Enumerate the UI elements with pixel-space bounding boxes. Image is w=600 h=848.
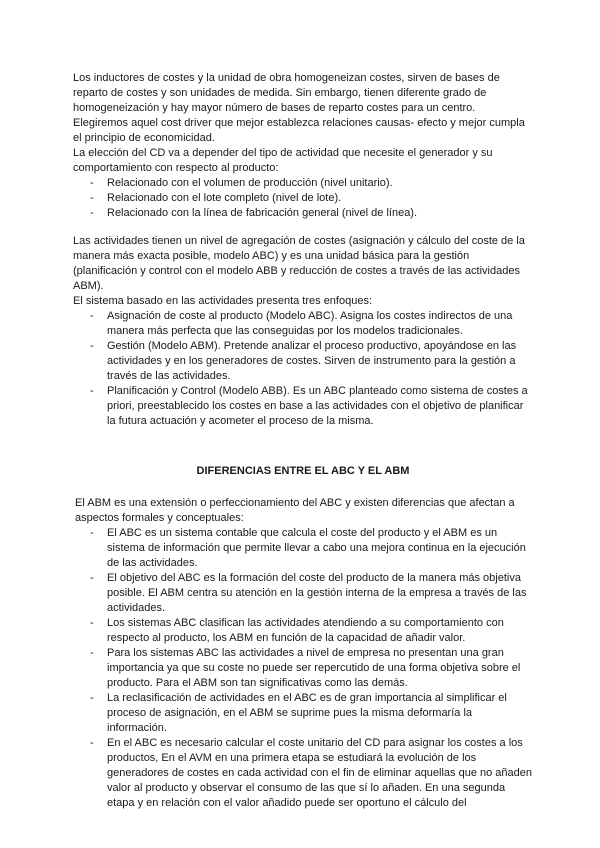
- paragraph-actividades: Las actividades tienen un nivel de agregación de costes (asignación y cálculo del coste de la manera más exacta posible, modelo ABC) y es una unidad básica para la gestión (planificación y control con el modelo ABB y reducción de costes a través de las actividades ABM).: [73, 235, 525, 292]
- list-item: - Los sistemas ABC clasifican las actividades atendiendo a su comportamiento con respecto al producto, los ABM en función de la capacidad de añadir valor.: [73, 616, 533, 646]
- level-list: [73, 176, 533, 221]
- list-item: - Planificación y Control (Modelo ABB). Es un ABC planteado como sistema de costes a priori, preestablecido los costes en base a las actividades con el objetivo de planificar la futura actuación y acometer el proceso de la misma.: [73, 384, 533, 429]
- diferencias-list: [73, 526, 533, 811]
- list-item: - En el ABC es necesario calcular el coste unitario del CD para asignar los costes a los productos, En el AVM en una primera etapa se estudiará la evolución de los generadores de costes en cada actividad con el fin de eliminar aquellas que no añaden valor al producto y observar el consumo de las que sí lo añaden. En una segunda etapa y en relación con el valor añadido puede ser oportuno el cálculo del: [73, 736, 533, 811]
- list-item: - Gestión (Modelo ABM). Pretende analizar el proceso productivo, apoyándose en las actividades y en los generadores de costes. Sirven de instrumento para la gestión a través de las actividades.: [73, 339, 533, 384]
- list-item: - Relacionado con la línea de fabricación general (nivel de línea).: [73, 206, 533, 221]
- paragraph-enfoques: El sistema basado en las actividades presenta tres enfoques:: [73, 295, 373, 307]
- list-item: - El ABC es un sistema contable que calcula el coste del producto y el ABM es un sistema de información que permite llevar a cabo una mejora continua en la ejecución de las actividades.: [73, 526, 533, 571]
- section-diferencias: [73, 496, 533, 811]
- list-item: - El objetivo del ABC es la formación del coste del producto de la manera más objetiva posible. El ABM centra su atención en la gestión interna de la empresa a través de las actividades.: [73, 571, 533, 616]
- list-item: - Relacionado con el lote completo (nivel de lote).: [73, 191, 533, 206]
- list-item: - La reclasificación de actividades en el ABC es de gran importancia al simplificar el proceso de asignación, en el ABM se suprime pues la misma deformaría la información.: [73, 691, 533, 736]
- list-item: - Para los sistemas ABC las actividades a nivel de empresa no presentan una gran importancia ya que su coste no puede ser repercutido de una forma objetiva sobre el producto. Para el ABM son tan significativas como las demás.: [73, 646, 533, 691]
- section-heading: DIFERENCIAS ENTRE EL ABC Y EL ABM: [196, 465, 410, 477]
- paragraph-inductores: Los inductores de costes y la unidad de obra homogeneizan costes, sirven de bases de reparto de costes y son unidades de medida. Sin embargo, tienen diferente grado de homogeneización y hay mayor número de bases de reparto costes para un centro. Elegiremos aquel cost driver que mejor establezca relaciones causas- efecto y mejor cumpla el principio de economicidad.: [73, 72, 525, 144]
- list-item: - Relacionado con el volumen de producción (nivel unitario).: [73, 176, 533, 191]
- paragraph-abm-intro: El ABM es una extensión o perfeccionamiento del ABC y existen diferencias que afectan a aspectos formales y conceptuales:: [75, 497, 515, 524]
- enfoques-list: [73, 309, 533, 429]
- section-cost-drivers: [73, 71, 533, 221]
- paragraph-eleccion-cd: La elección del CD va a depender del tipo de actividad que necesite el generador y su comportamiento con respecto al producto:: [73, 147, 493, 174]
- list-item: - Asignación de coste al producto (Modelo ABC). Asigna los costes indirectos de una manera más perfecta que las conseguidas por los modelos tradicionales.: [73, 309, 533, 339]
- section-actividades: [73, 234, 533, 429]
